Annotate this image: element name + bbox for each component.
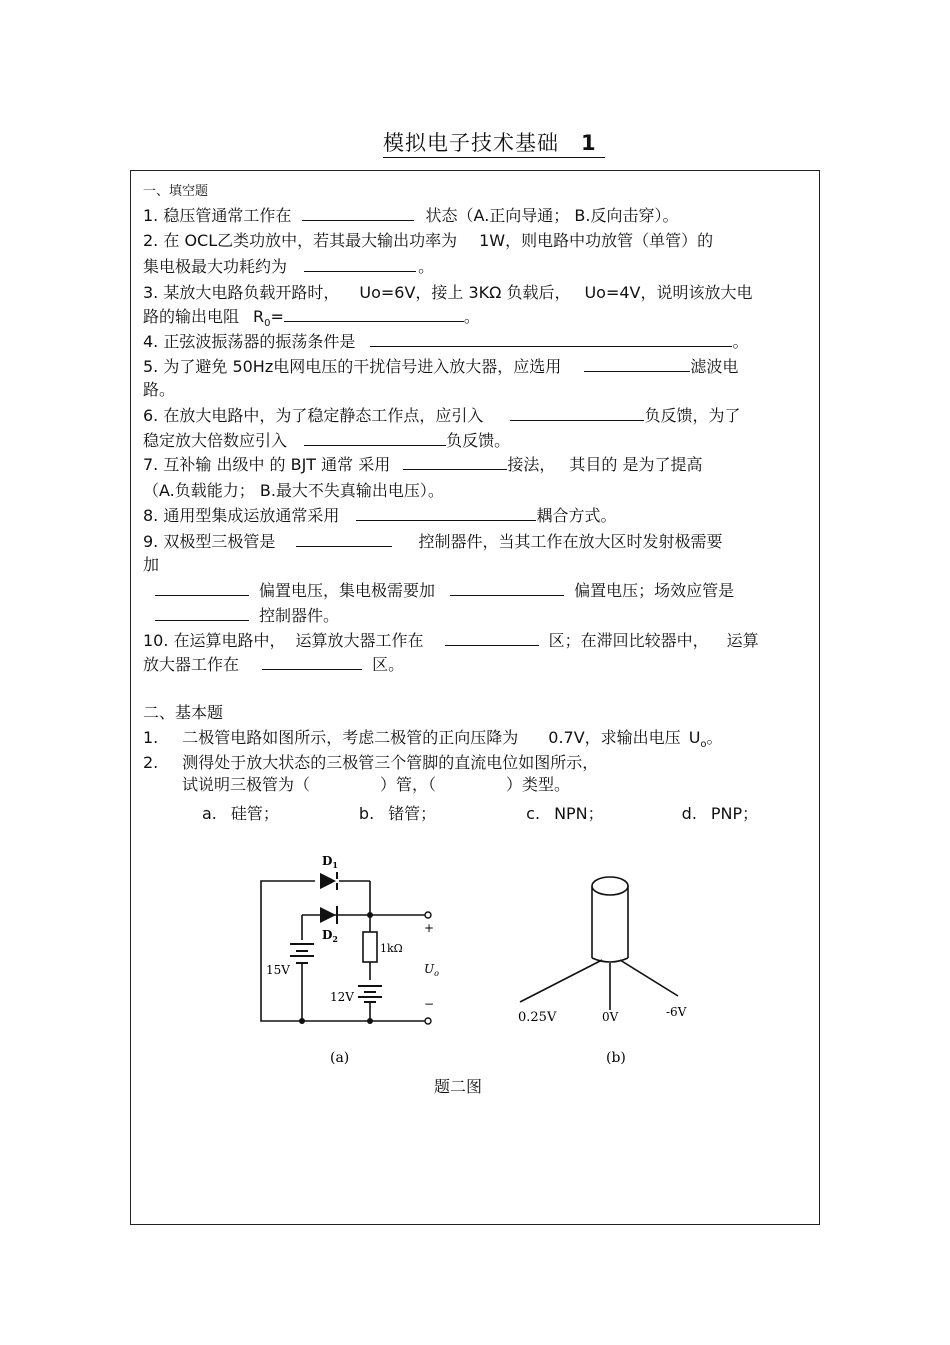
option-a-text: 硅管； <box>230 804 279 823</box>
q2-text-d: 。 <box>418 257 435 276</box>
q9-text-f: 控制器件。 <box>259 606 340 625</box>
option-a-label: a. <box>202 804 217 823</box>
q6-text-a: 6. 在放大电路中，为了稳定静态工作点，应引入 <box>143 406 484 425</box>
q7-answer-blank[interactable] <box>403 455 507 470</box>
q2-text-b: 1W，则电路中功放管（单管）的 <box>479 231 714 250</box>
q4-answer-blank[interactable] <box>370 332 732 347</box>
q1-text-b: 状态（A.正向导通； B.反向击穿）。 <box>425 206 679 225</box>
section1-heading: 一、填空题 <box>143 184 209 199</box>
s2-q2-text-e: ）类型。 <box>506 775 571 794</box>
q9-answer-blank-1[interactable] <box>296 532 392 547</box>
document-title <box>383 127 605 158</box>
s2-q2-text-c: 试说明三极管为（ <box>182 775 311 794</box>
s2-q2-line1 <box>143 752 598 774</box>
q6-answer-blank-1[interactable] <box>510 406 644 421</box>
q6-text-c: 稳定放大倍数应引入 <box>143 431 288 450</box>
minus-label: − <box>424 997 435 1011</box>
s2-options <box>202 803 758 825</box>
battery-12v-symbol <box>358 986 382 1002</box>
q9-text-d: 偏置电压，集电极需要加 <box>259 581 436 600</box>
pin-middle-voltage: 0V <box>602 1010 619 1024</box>
q2-text-a: 2. 在 OCL乙类功放中，若其最大输出功率为 <box>143 231 458 250</box>
question-frame <box>130 170 820 1225</box>
q9-answer-blank-4[interactable] <box>155 606 249 621</box>
output-terminal-plus <box>425 912 431 918</box>
battery-15v-label: 15V <box>266 963 290 977</box>
q8-line <box>143 505 616 527</box>
q10-text-e: 放大器工作在 <box>143 655 240 674</box>
q5-text-b: 滤波电 <box>690 357 739 376</box>
q8-text-a: 8. 通用型集成运放通常采用 <box>143 506 340 525</box>
s2-q1-text-b: 二极管电路如图所示，考虑二极管的正向压降为 <box>182 728 519 747</box>
q10-line2 <box>143 654 404 676</box>
q6-text-b: 负反馈，为了 <box>644 406 741 425</box>
plus-label: + <box>424 921 435 935</box>
q9-answer-blank-3[interactable] <box>450 581 564 596</box>
s2-q2-line2 <box>182 774 570 796</box>
s2-q1-text-f: 。 <box>706 728 723 747</box>
q1-text-a: 1. 稳压管通常工作在 <box>143 206 292 225</box>
q9-line4 <box>155 605 339 627</box>
title-number: 1 <box>581 131 597 155</box>
resistor-symbol <box>363 932 377 962</box>
q6-line2 <box>143 430 510 452</box>
battery-15v-symbol <box>290 944 314 963</box>
q7-text-a: 7. 互补输 出级中 的 BJT 通常 采用 <box>143 455 391 474</box>
q5-line1 <box>143 356 738 378</box>
q4-line <box>143 331 748 353</box>
q10-text-b: 运算放大器工作在 <box>295 631 424 650</box>
output-label: $U_o$ <box>424 962 439 978</box>
q8-text-b: 耦合方式。 <box>536 506 617 525</box>
q9-line3 <box>155 580 734 602</box>
s2-q1-text-c: 0.7V，求输出电压 <box>548 728 681 747</box>
q1-line <box>143 205 678 227</box>
diode-d1-symbol <box>315 872 339 890</box>
q9-text-a: 9. 双极型三极管是 <box>143 532 276 551</box>
figure-caption: 题二图 <box>434 1077 483 1096</box>
option-b-label: b. <box>358 804 375 823</box>
q7-text-c: 其目的 是为了提高 <box>569 455 703 474</box>
q5-text-a: 5. 为了避免 50Hz电网电压的干扰信号进入放大器，应选用 <box>143 357 562 376</box>
title-text: 模拟电子技术基础 <box>383 131 559 155</box>
q7-line1 <box>143 454 702 476</box>
s2-q2-num: 2. <box>143 753 159 772</box>
q7-line2: （A.负载能力； B.最大不失真输出电压）。 <box>143 481 444 500</box>
q6-answer-blank-2[interactable] <box>304 431 446 446</box>
q5-line2: 路。 <box>143 380 176 399</box>
figure-b-transistor <box>510 868 710 1073</box>
q9-text-b: 控制器件，当其工作在放大区时发射极需要 <box>418 532 723 551</box>
q7-text-b: 接法， <box>507 455 556 474</box>
resistor-label: 1kΩ <box>380 942 403 955</box>
pin-left-voltage: 0.25V <box>518 1010 557 1025</box>
q3-text-h: 。 <box>463 307 480 326</box>
option-b-text: 锗管； <box>388 804 437 823</box>
q2-answer-blank[interactable] <box>304 257 416 272</box>
s2-q1-line <box>143 727 723 749</box>
option-d-label: d. <box>681 804 697 823</box>
output-terminal-minus <box>425 1018 431 1024</box>
pin-right-voltage: -6V <box>666 1005 687 1019</box>
q8-answer-blank[interactable] <box>356 506 536 521</box>
q2-text-c: 集电极最大功耗约为 <box>143 257 288 276</box>
q2-line1 <box>143 230 713 252</box>
q3-line2 <box>143 306 480 328</box>
q10-text-a: 10. 在运算电路中， <box>143 631 286 650</box>
q2-line2 <box>143 256 434 278</box>
q1-answer-blank[interactable] <box>302 206 414 221</box>
d2-label: $D_2$ <box>322 928 338 944</box>
q10-answer-blank-2[interactable] <box>262 655 362 670</box>
figure-b-caption: (b) <box>606 1050 626 1066</box>
q3-text-a: 3. 某放大电路负载开路时， <box>143 283 340 302</box>
q3-line1 <box>143 282 753 304</box>
q4-text-a: 4. 正弦波振荡器的振荡条件是 <box>143 332 356 351</box>
q9-line2: 加 <box>143 555 160 574</box>
q6-line1 <box>143 405 740 427</box>
s2-q2-text-d: ）管，（ <box>380 775 437 794</box>
q9-answer-blank-2[interactable] <box>155 581 249 596</box>
q3-text-b: Uo=6V，接上 3KΩ 负载后， <box>359 283 571 302</box>
q3-text-g: = <box>270 307 284 326</box>
q10-answer-blank-1[interactable] <box>445 631 539 646</box>
q10-text-f: 区。 <box>372 655 405 674</box>
q10-text-d: 运算 <box>726 631 759 650</box>
option-c-label: c. <box>526 804 541 823</box>
s2-q2-text-b: 测得处于放大状态的三极管三个管脚的直流电位如图所示， <box>182 753 599 772</box>
figure-a-circuit <box>250 848 450 1073</box>
q9-text-e: 偏置电压；场效应管是 <box>574 581 735 600</box>
s2-q1-num: 1. <box>143 728 159 747</box>
section2-heading: 二、基本题 <box>143 703 224 722</box>
option-d-text: PNP； <box>710 804 759 823</box>
diode-d2-symbol <box>320 906 337 924</box>
battery-12v-label: 12V <box>330 990 354 1004</box>
s2-q1-text-e: o <box>700 739 707 751</box>
q3-text-e: R <box>253 307 265 326</box>
q6-text-d: 负反馈。 <box>446 431 511 450</box>
q10-line1 <box>143 630 759 652</box>
q10-text-c: 区；在滞回比较器中， <box>548 631 709 650</box>
figure-a-caption: (a) <box>330 1050 350 1066</box>
q3-answer-blank[interactable] <box>284 307 464 322</box>
s2-q1-text-d: U <box>688 728 701 747</box>
q3-text-f: 0 <box>264 318 271 330</box>
q9-line1 <box>143 531 722 553</box>
q5-answer-blank[interactable] <box>584 357 690 372</box>
d1-label: $D_1$ <box>322 854 338 870</box>
q3-text-c: Uo=4V，说明该放大电 <box>584 283 753 302</box>
q4-text-b: 。 <box>732 332 749 351</box>
option-c-text: NPN； <box>554 804 604 823</box>
q3-text-d: 路的输出电阻 <box>143 307 240 326</box>
